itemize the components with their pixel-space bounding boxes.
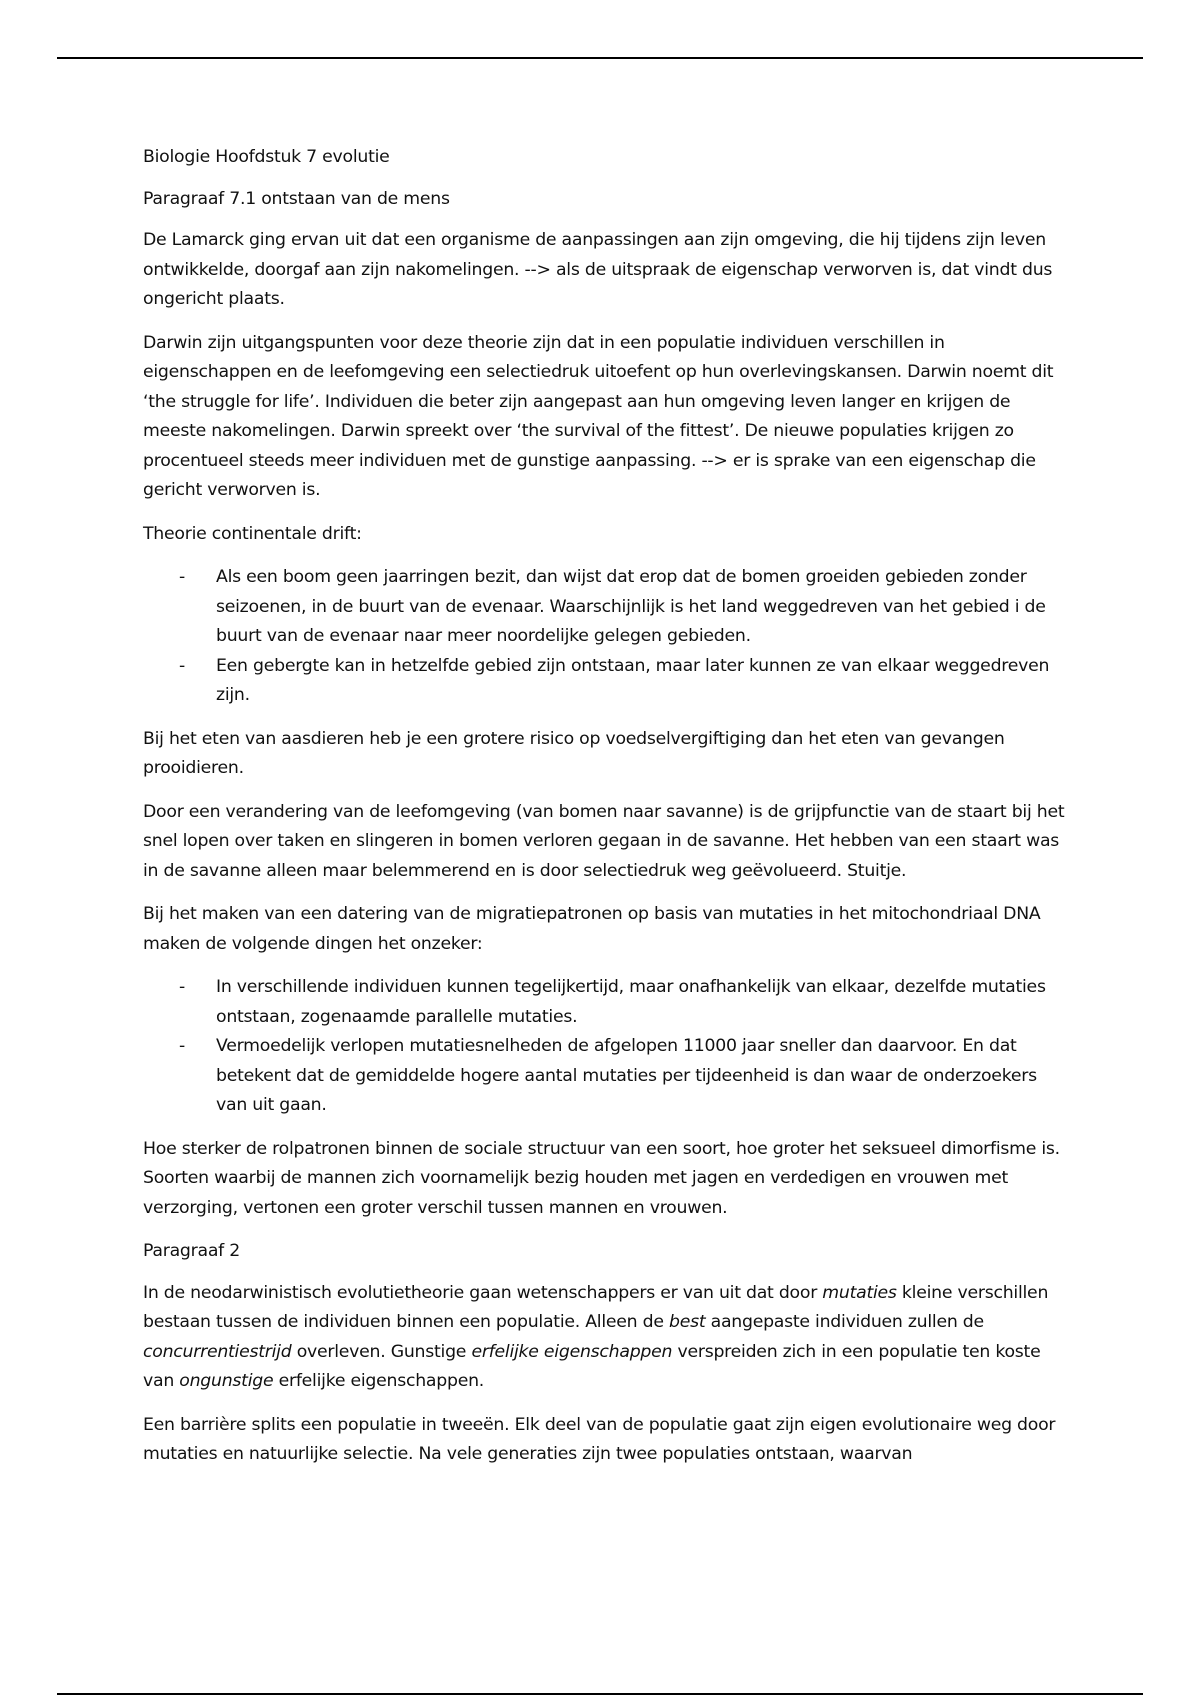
emphasis-text: concurrentiestrijd — [143, 1341, 292, 1362]
emphasis-text: best — [668, 1312, 706, 1332]
list-item — [179, 1032, 1068, 1121]
emphasis-text: ongunstige — [179, 1371, 274, 1391]
emphasis-text: mutaties — [822, 1282, 897, 1303]
dash-bullet: - — [179, 1036, 185, 1056]
section-heading-7-1: Paragraaf 7.1 ontstaan van de mens — [143, 188, 450, 209]
text-run: In de neodarwinistisch evolutietheorie gaan wetenschappers er van uit dat door — [143, 1282, 823, 1303]
list-item-text: Als een boom geen jaarringen bezit, dan wijst dat erop dat de bomen groeiden gebieden zonder seizoenen, in de buurt van de evenaar. Waarschijnlijk is het land weggedreven van het gebied i de buurt van de evenaar naar meer noordelijke gelegen gebieden. — [216, 567, 1046, 646]
list-item — [179, 563, 1068, 652]
dash-bullet: - — [179, 655, 185, 676]
drift-list — [143, 563, 1068, 711]
paragraph-staart: Door een verandering van de leefomgeving (van bomen naar savanne) is de grijpfunctie van de staart bij het snel lopen over taken en slingeren in bomen verloren gegaan in de savanne. Het hebben van een staart was in de savanne alleen maar belemmerend en is door selectiedruk weg geëvolueerd. Stuitje. — [143, 801, 1065, 881]
paragraph-datering-intro: Bij het maken van een datering van de migratiepatronen op basis van mutaties in het mitochondriaal DNA maken de volgende dingen het onzeker: — [143, 904, 1041, 954]
list-item-text: Vermoedelijk verlopen mutatiesnelheden de afgelopen 11000 jaar sneller dan daarvoor. En dat betekent dat de gemiddelde hogere aantal mutaties per tijdeenheid is dan waar de onderzoekers van uit gaan. — [216, 1036, 1037, 1115]
dash-bullet: - — [179, 567, 185, 587]
paragraph-rolpatronen: Hoe sterker de rolpatronen binnen de sociale structuur van een soort, hoe groter het seksueel dimorfisme is. Soorten waarbij de mannen zich voornamelijk bezig houden met jagen en verdedigen en vrouwen met verzorging, vertonen een groter verschil tussen mannen en vrouwen. — [143, 1138, 1060, 1218]
top-rule — [57, 57, 1143, 59]
drift-heading: Theorie continentale drift: — [143, 523, 362, 544]
section-heading-2: Paragraaf 2 — [143, 1241, 241, 1261]
text-run: kleine verschillen bestaan tussen de individuen binnen een populatie. Alleen de — [143, 1282, 1049, 1332]
paragraph-lamarck: De Lamarck ging ervan uit dat een organisme de aanpassingen aan zijn omgeving, die hij tijdens zijn leven ontwikkelde, doorgaf aan zijn nakomelingen. --> als de uitspraak de eigenschap verworven is, dat vindt dus ongericht plaats. — [143, 230, 1053, 309]
text-run: aangepaste individuen zullen de — [705, 1312, 984, 1332]
paragraph-darwin: Darwin zijn uitgangspunten voor deze theorie zijn dat in een populatie individuen verschillen in eigenschappen en de leefomgeving een selectiedruk uitoefent op hun overlevingskansen. Darwin noemt dit ‘the struggle for life’. Individuen die beter zijn aangepast aan hun omgeving leven langer en krijgen de meeste nakomelingen. Darwin spreekt over ‘the survival of the fittest’. De nieuwe populaties krijgen zo procentueel steeds meer individuen met de gunstige aanpassing. --> er is sprake van een eigenschap die gericht verworven is. — [143, 332, 1054, 500]
text-run: overleven. Gunstige — [291, 1341, 472, 1362]
text-run: erfelijke eigenschappen. — [273, 1371, 485, 1391]
text-run: verspreiden zich in een populatie ten koste van — [143, 1341, 1041, 1391]
document-title: Biologie Hoofdstuk 7 evolutie — [143, 147, 390, 167]
paragraph-neodarwin — [143, 1279, 1068, 1397]
paragraph-barriere: Een barrière splits een populatie in tweeën. Elk deel van de populatie gaat zijn eigen evolutionaire weg door mutaties en natuurlijke selectie. Na vele generaties zijn twee populaties ontstaan, waarvan — [143, 1414, 1056, 1464]
list-item — [179, 652, 1068, 711]
list-item-text: Een gebergte kan in hetzelfde gebied zijn ontstaan, maar later kunnen ze van elkaar weggedreven zijn. — [216, 655, 1050, 705]
list-item-text: In verschillende individuen kunnen tegelijkertijd, maar onafhankelijk van elkaar, dezelfde mutaties ontstaan, zogenaamde parallelle mutaties. — [216, 977, 1046, 1027]
bottom-rule — [57, 1693, 1143, 1695]
document-body — [143, 143, 1068, 1484]
paragraph-aasdieren: Bij het eten van aasdieren heb je een grotere risico op voedselvergiftiging dan het eten van gevangen prooidieren. — [143, 728, 1005, 778]
datering-list — [143, 973, 1068, 1121]
dash-bullet: - — [179, 977, 185, 997]
emphasis-text: erfelijke eigenschappen — [471, 1341, 673, 1362]
list-item — [179, 973, 1068, 1032]
